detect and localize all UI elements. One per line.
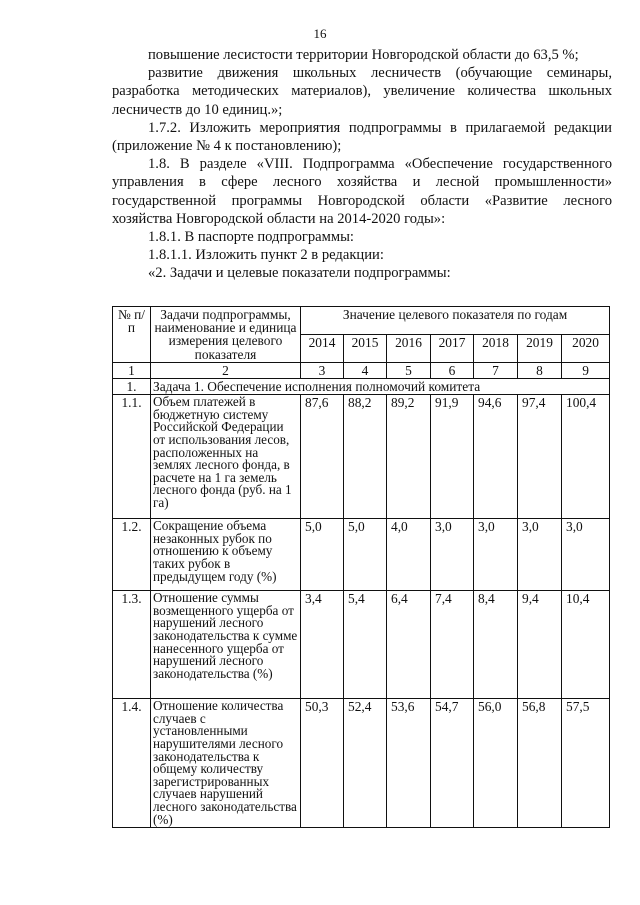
row-value: 57,5 [562, 699, 610, 828]
row-value: 52,4 [344, 699, 387, 828]
header-task: Задачи подпрограммы, наименование и единица измерения целевого показателя [151, 307, 301, 363]
row-value: 89,2 [387, 395, 431, 519]
row-num: 1.3. [113, 591, 151, 699]
paragraph-1-7-2: 1.7.2. Изложить мероприятия подпрограммы в прилагаемой редакции (приложение № 4 к постановлению); [112, 119, 612, 155]
header-values-group: Значение целевого показателя по годам [301, 307, 610, 335]
column-number: 8 [518, 362, 562, 378]
row-value: 53,6 [387, 699, 431, 828]
task-row [113, 379, 610, 395]
row-value: 5,4 [344, 591, 387, 699]
row-value: 5,0 [344, 519, 387, 591]
column-number: 6 [431, 362, 474, 378]
column-number: 5 [387, 362, 431, 378]
header-year: 2014 [301, 334, 344, 362]
row-value: 3,0 [431, 519, 474, 591]
row-indicator: Отношение количества случаев с установленными нарушителями лесного законодательства к общему количеству зарегистрированных случаев нарушений лесного законодательства (%) [151, 699, 301, 828]
row-value: 94,6 [474, 395, 518, 519]
row-num: 1.1. [113, 395, 151, 519]
header-year: 2020 [562, 334, 610, 362]
table-row [113, 591, 610, 699]
paragraph-1-8-1-1: 1.8.1.1. Изложить пункт 2 в редакции: [148, 247, 384, 264]
row-value: 7,4 [431, 591, 474, 699]
paragraph-school-forestry: развитие движения школьных лесничеств (обучающие семинары, разработка методических материалов), увеличение количества школьных лесничеств до 10 единиц.»; [112, 65, 612, 118]
row-value: 10,4 [562, 591, 610, 699]
row-value: 91,9 [431, 395, 474, 519]
task-text: Задача 1. Обеспечение исполнения полномочий комитета [151, 379, 610, 395]
column-number: 2 [151, 362, 301, 378]
column-number: 3 [301, 362, 344, 378]
column-number-row [113, 362, 610, 378]
table-header-row [113, 307, 610, 335]
body-text [112, 46, 612, 283]
column-number: 4 [344, 362, 387, 378]
row-value: 100,4 [562, 395, 610, 519]
row-value: 56,0 [474, 699, 518, 828]
row-value: 3,0 [562, 519, 610, 591]
row-value: 6,4 [387, 591, 431, 699]
header-year: 2019 [518, 334, 562, 362]
header-year: 2018 [474, 334, 518, 362]
header-year: 2017 [431, 334, 474, 362]
header-num: № п/п [113, 307, 151, 363]
paragraph-1-8: 1.8. В разделе «VIII. Подпрограмма «Обеспечение государственного управления в сфере лесного хозяйства и лесной промышленности» государственной программы Новгородской области «Развитие лесного хозяйства Новгородской области на 2014-2020 годы»: [112, 156, 612, 227]
header-year: 2016 [387, 334, 431, 362]
row-value: 97,4 [518, 395, 562, 519]
row-value: 3,0 [518, 519, 562, 591]
row-value: 87,6 [301, 395, 344, 519]
column-number: 9 [562, 362, 610, 378]
row-value: 9,4 [518, 591, 562, 699]
paragraph-forest-cover: повышение лесистости территории Новгородской области до 63,5 %; [148, 47, 579, 63]
table-row [113, 519, 610, 591]
row-indicator: Отношение суммы возмещенного ущерба от нарушений лесного законодательства к сумме нанесенного ущерба от нарушений лесного законодательства (%) [151, 591, 301, 699]
row-value: 56,8 [518, 699, 562, 828]
row-value: 5,0 [301, 519, 344, 591]
row-value: 4,0 [387, 519, 431, 591]
row-value: 50,3 [301, 699, 344, 828]
row-indicator: Объем платежей в бюджетную систему Российской Федерации от использования лесов, расположенных на землях лесного фонда, в расчете на 1 га земель лесного фонда (руб. на 1 га) [151, 395, 301, 519]
row-indicator: Сокращение объема незаконных рубок по отношению к объему таких рубок в предыдущем году (%) [151, 519, 301, 591]
table-row [113, 395, 610, 519]
row-num: 1.2. [113, 519, 151, 591]
goals-indicators-table [112, 306, 610, 828]
row-value: 3,0 [474, 519, 518, 591]
header-year: 2015 [344, 334, 387, 362]
row-value: 3,4 [301, 591, 344, 699]
row-value: 88,2 [344, 395, 387, 519]
row-value: 8,4 [474, 591, 518, 699]
row-value: 54,7 [431, 699, 474, 828]
column-number: 7 [474, 362, 518, 378]
column-number: 1 [113, 362, 151, 378]
table-row [113, 699, 610, 828]
task-num: 1. [113, 379, 151, 395]
paragraph-table-caption: «2. Задачи и целевые показатели подпрограммы: [148, 265, 451, 282]
paragraph-1-8-1: 1.8.1. В паспорте подпрограммы: [148, 229, 354, 246]
row-num: 1.4. [113, 699, 151, 828]
page-number: 16 [313, 26, 327, 41]
